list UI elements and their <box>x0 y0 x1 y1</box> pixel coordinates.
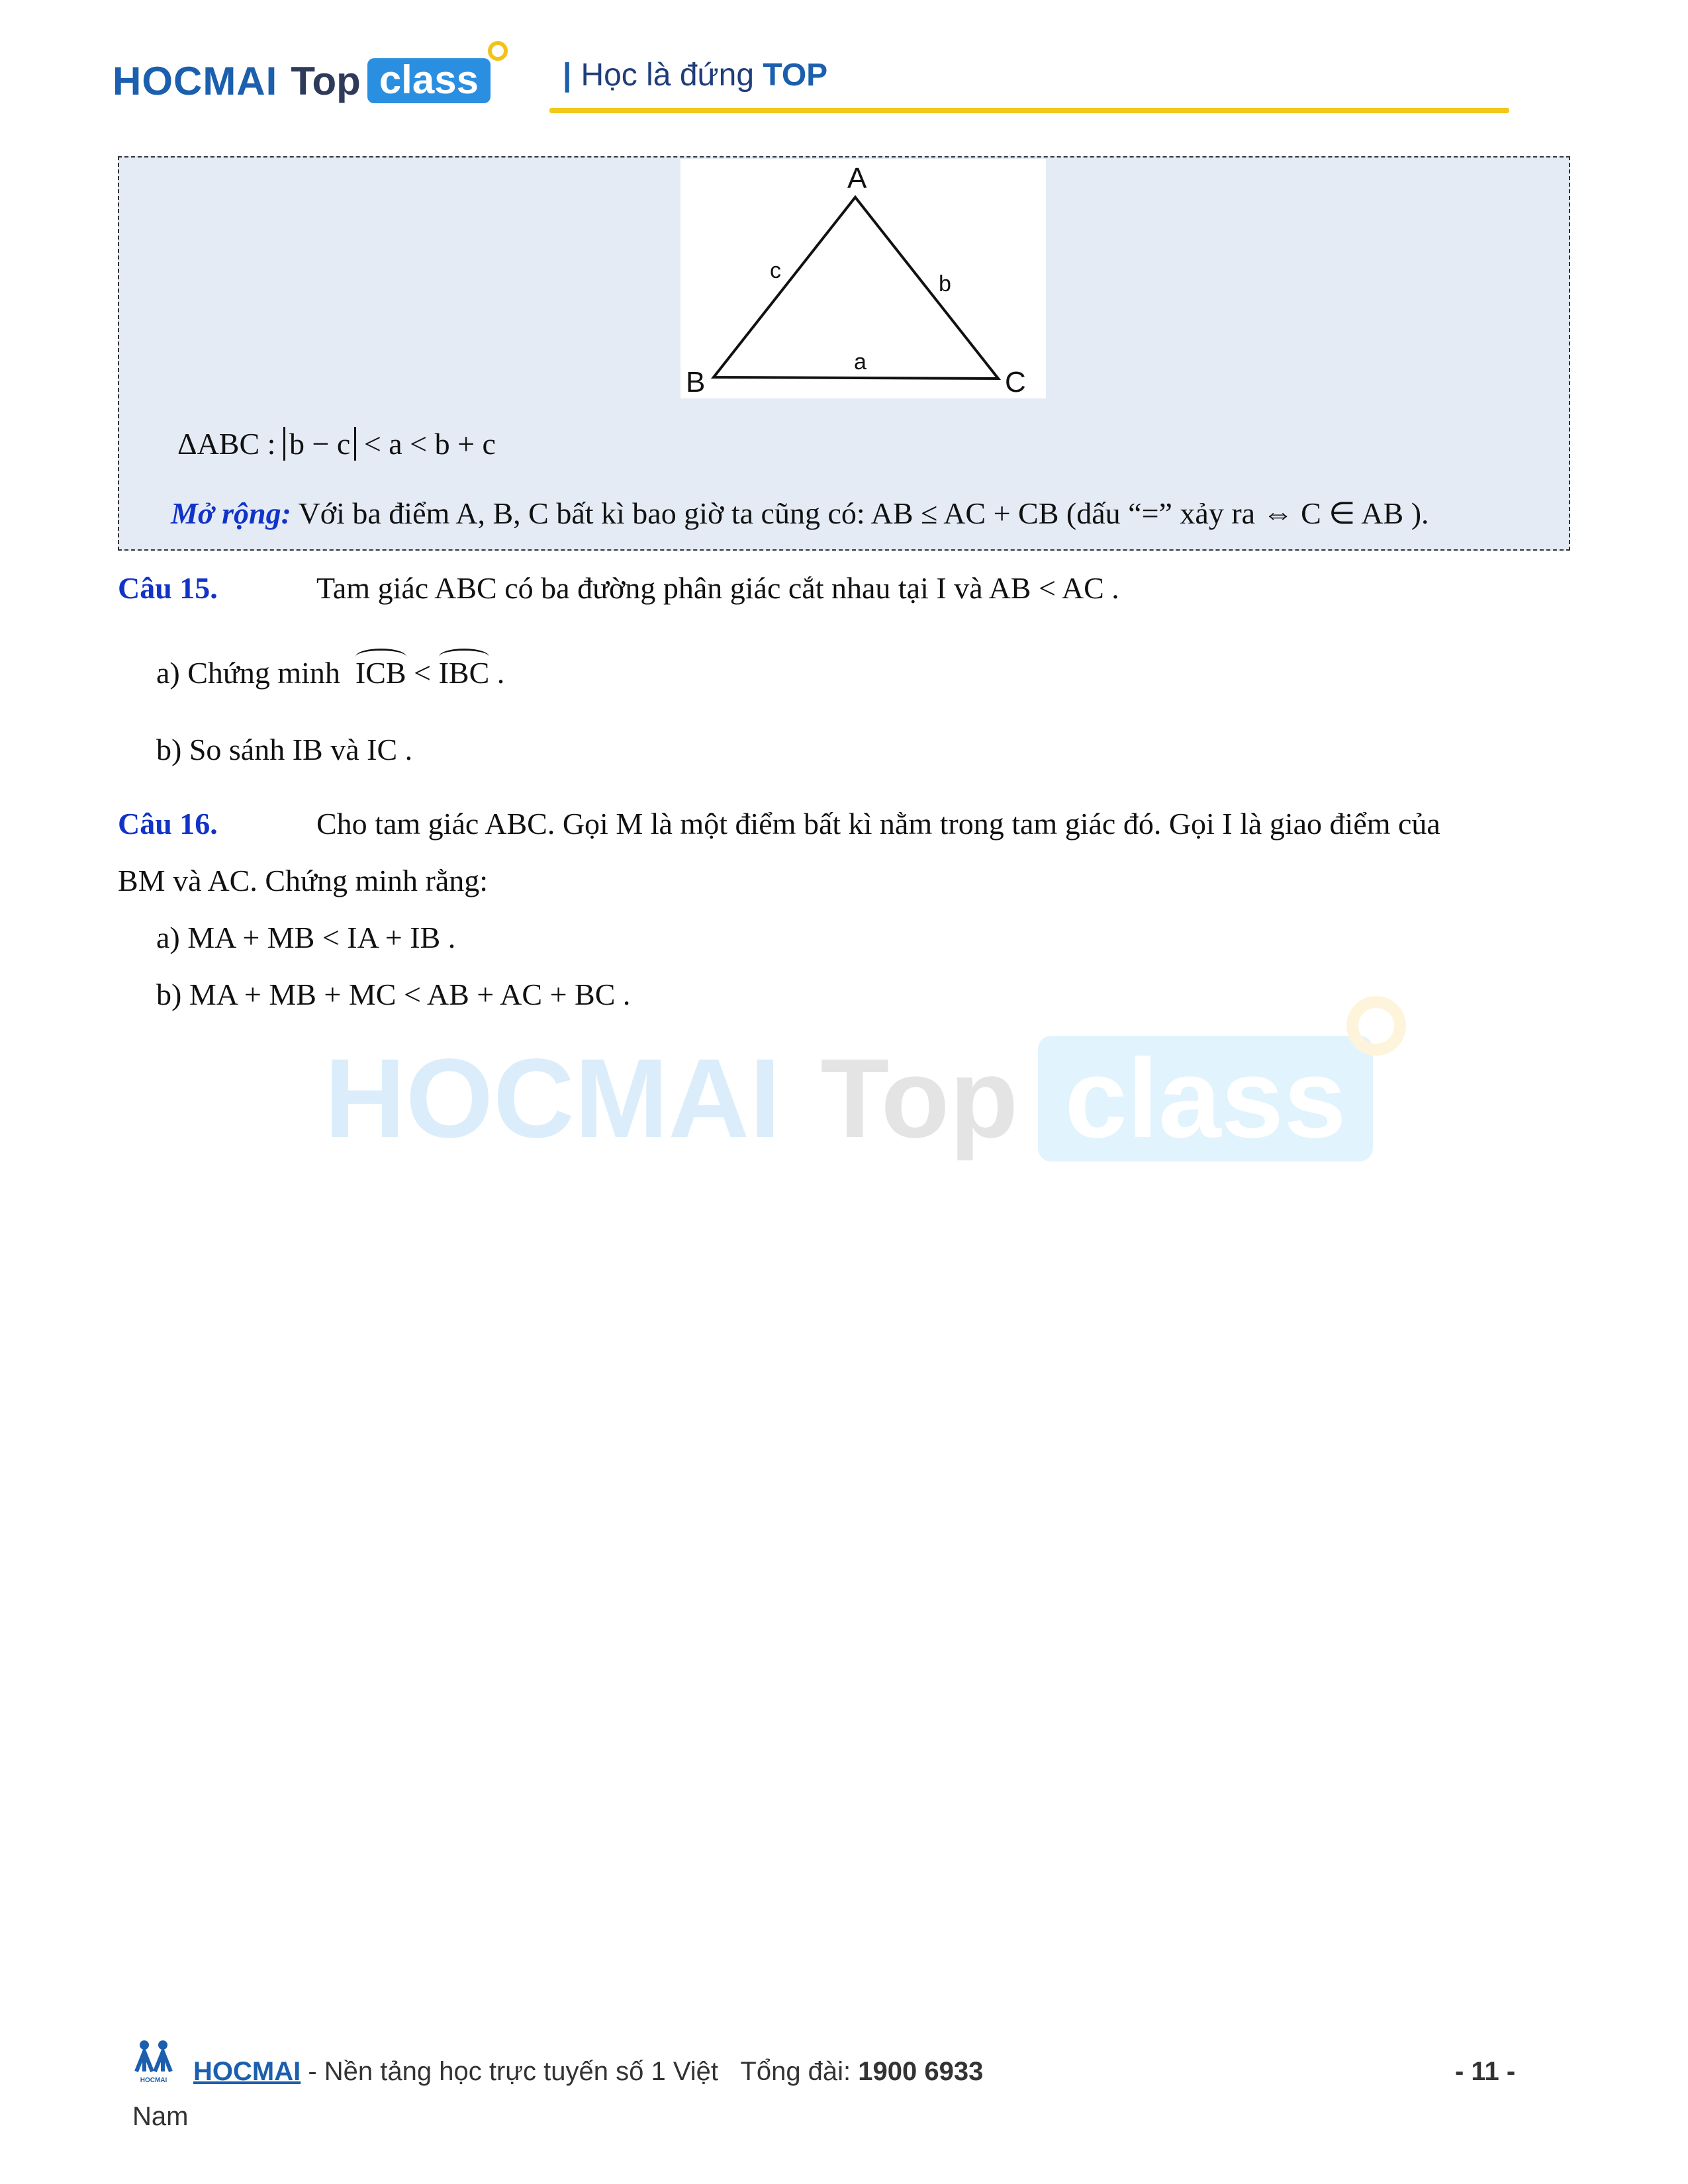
footer-icon-caption: HOCMAI <box>140 2077 167 2084</box>
header-rule <box>549 108 1509 113</box>
q16-label-text: Câu 16. <box>118 807 218 841</box>
hocmai-topclass-logo <box>113 54 491 107</box>
side-c-label: c <box>770 258 781 283</box>
q15-part-a <box>156 655 504 690</box>
triangle-inequality <box>177 426 496 461</box>
triangle-figure <box>680 159 1046 398</box>
angle-ibc: IBC <box>438 656 490 690</box>
side-a-label: a <box>854 349 867 375</box>
watermark-logo <box>324 1032 1373 1165</box>
q16-part-b: b) MA + MB + MC < AB + AC + BC . <box>156 978 631 1011</box>
watermark-top: Top <box>820 1036 1019 1161</box>
vertex-c-label: C <box>1005 366 1026 398</box>
inequality-prefix: ΔABC : <box>177 427 276 461</box>
q15-label-text: Câu 15. <box>118 571 218 605</box>
watermark-class-badge <box>1038 1036 1372 1161</box>
tagline-divider: | <box>563 58 572 93</box>
logo-class-badge <box>367 58 491 103</box>
vertex-a-label: A <box>847 162 867 195</box>
mo-rong-line <box>171 495 1429 531</box>
footer-text: - Nền tảng học trực tuyến số 1 Việt <box>301 2057 719 2086</box>
q16-stem-line2: BM và AC. Chứng minh rằng: <box>118 864 489 897</box>
q16-part-a: a) MA + MB < IA + IB . <box>156 921 456 954</box>
q15-part-b: b) So sánh IB và IC . <box>156 733 413 766</box>
q15-stem: Tam giác ABC có ba đường phân giác cắt nhau tại I và AB < AC . <box>316 571 1119 605</box>
footer-line <box>193 2057 983 2087</box>
q15-a-prefix: a) Chứng minh <box>156 656 340 690</box>
footer-brand-link[interactable]: HOCMAI <box>193 2057 301 2086</box>
mo-rong-text: Với ba điểm A, B, C bất kì bao giờ ta cũng có: AB ≤ AC + CB (dấu “=” xảy ra ⇔ C ∈ AB ). <box>298 496 1429 530</box>
q15-a-end: . <box>496 656 505 690</box>
triangle-svg <box>680 159 1046 398</box>
q16-stem-line1: Cho tam giác ABC. Gọi M là một điểm bất kì nằm trong tam giác đó. Gọi I là giao điểm của <box>316 807 1440 841</box>
footer-line2: Nam <box>132 2102 189 2131</box>
page-number: - 11 - <box>1455 2057 1516 2086</box>
vertex-b-label: B <box>686 366 706 398</box>
logo-hocmai-text: HOCMAI <box>113 58 278 103</box>
q15-a-op: < <box>414 656 432 690</box>
inequality-rest: < a < b + c <box>363 427 496 461</box>
footer-hotline-label: Tổng đài: <box>740 2057 851 2086</box>
hocmai-footer-icon <box>130 2038 177 2085</box>
side-b-label: b <box>939 271 951 296</box>
tagline-strong: TOP <box>763 58 828 93</box>
header-tagline <box>563 57 827 93</box>
watermark-hocmai: HOCMAI <box>324 1036 781 1161</box>
people-icon <box>130 2038 177 2085</box>
q15-label <box>118 570 218 606</box>
inequality-abs: b − c <box>283 427 356 461</box>
watermark-class: class <box>1064 1036 1346 1161</box>
watermark-sun-icon <box>1346 996 1406 1056</box>
sun-icon <box>488 41 508 61</box>
tagline-prefix: Học là đứng <box>581 58 755 93</box>
q16-label <box>118 806 218 841</box>
angle-icb: ICB <box>355 656 406 690</box>
logo-class-text: class <box>379 58 479 102</box>
logo-top-text: Top <box>291 58 361 103</box>
footer-hotline: 1900 6933 <box>858 2057 984 2086</box>
mo-rong-label: Mở rộng: <box>171 496 291 530</box>
